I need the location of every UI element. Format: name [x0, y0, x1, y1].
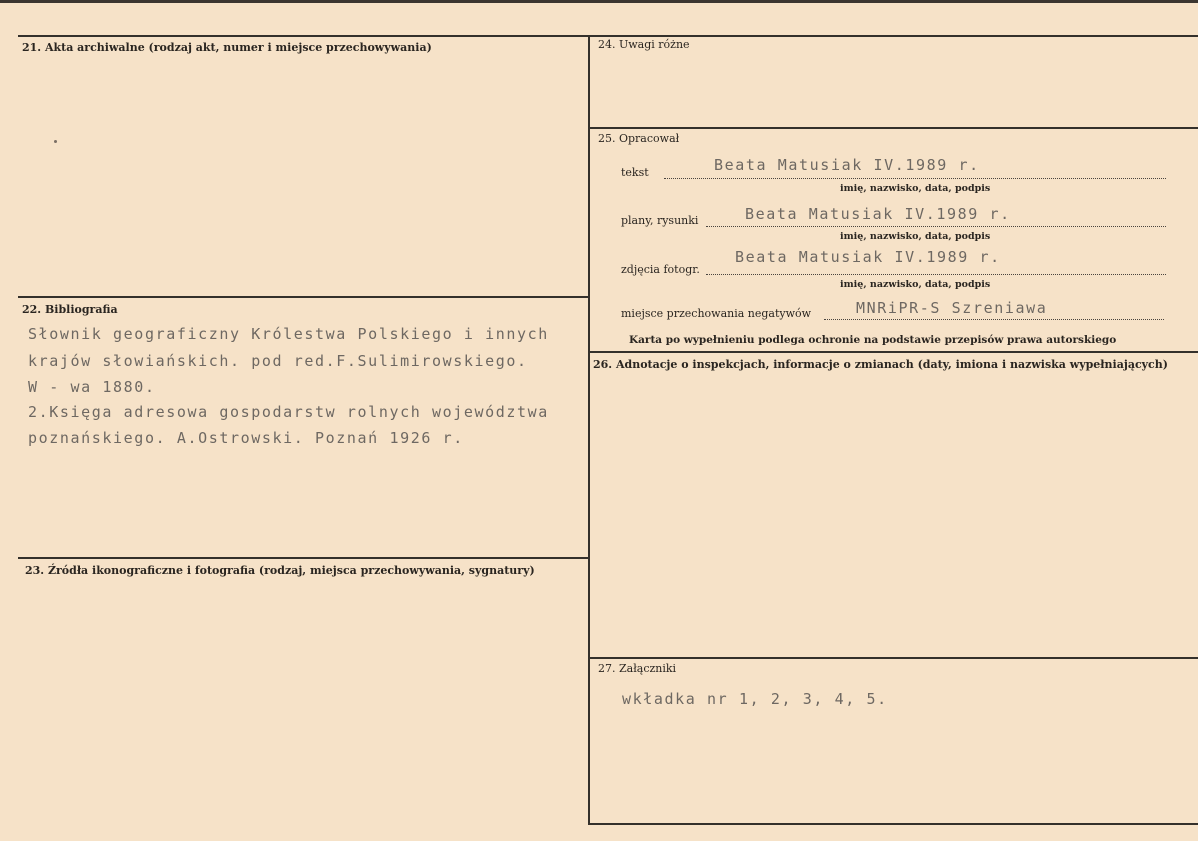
section-26-label: 26. Adnotacje o inspekcjach, informacje o zmianach (daty, imiona i nazwiska wypełniających) — [593, 358, 1168, 371]
zalaczniki-value: wkładka nr 1, 2, 3, 4, 5. — [622, 690, 888, 708]
section-27-label: 27. Załączniki — [598, 662, 677, 675]
tekst-caption: imię, nazwisko, data, podpis — [840, 183, 991, 194]
section-25-label: 25. Opracował — [598, 132, 680, 145]
bibliography-line-4: 2.Księga adresowa gospodarstw rolnych województwa — [28, 403, 549, 421]
plany-line — [706, 226, 1166, 227]
zdjecia-label: zdjęcia fotogr. — [621, 263, 700, 276]
rule-25-top — [590, 127, 1198, 129]
rule-27-top — [590, 657, 1198, 659]
section-22-label: 22. Bibliografia — [22, 303, 118, 316]
bibliography-line-2: krajów słowiańskich. pod red.F.Sulimirowskiego. — [28, 352, 528, 370]
tekst-line — [664, 178, 1166, 179]
zdjecia-value: Beata Matusiak IV.1989 r. — [735, 248, 1001, 266]
plany-caption: imię, nazwisko, data, podpis — [840, 231, 991, 242]
negatywy-line — [824, 319, 1164, 320]
section-21-label: 21. Akta archiwalne (rodzaj akt, numer i miejsce przechowywania) — [22, 41, 432, 54]
rule-22-top — [18, 296, 588, 298]
tekst-value: Beata Matusiak IV.1989 r. — [714, 156, 980, 174]
section-23-label: 23. Źródła ikonograficzne i fotografia (rodzaj, miejsca przechowywania, sygnatury) — [25, 564, 535, 577]
negatywy-label: miejsce przechowania negatywów — [621, 307, 812, 320]
tekst-label: tekst — [621, 166, 649, 179]
top-edge — [0, 0, 1198, 3]
copyright-note: Karta po wypełnieniu podlega ochronie na podstawie przepisów prawa autorskiego — [629, 334, 1117, 346]
plany-label: plany, rysunki — [621, 214, 699, 227]
section-24-label: 24. Uwagi różne — [598, 38, 690, 51]
zdjecia-line — [706, 274, 1166, 275]
paper-speck — [54, 140, 57, 143]
negatywy-value: MNRiPR-S Szreniawa — [856, 299, 1048, 317]
rule-26-top — [590, 351, 1198, 353]
rule-23-top — [18, 557, 588, 559]
vertical-divider — [588, 35, 590, 825]
bottom-rule — [590, 823, 1198, 825]
bibliography-line-5: poznańskiego. A.Ostrowski. Poznań 1926 r. — [28, 429, 464, 447]
top-rule — [18, 35, 1198, 37]
bibliography-line-3: W - wa 1880. — [28, 378, 156, 396]
plany-value: Beata Matusiak IV.1989 r. — [745, 205, 1011, 223]
zdjecia-caption: imię, nazwisko, data, podpis — [840, 279, 991, 290]
bibliography-line-1: Słownik geograficzny Królestwa Polskiego i innych — [28, 325, 549, 343]
